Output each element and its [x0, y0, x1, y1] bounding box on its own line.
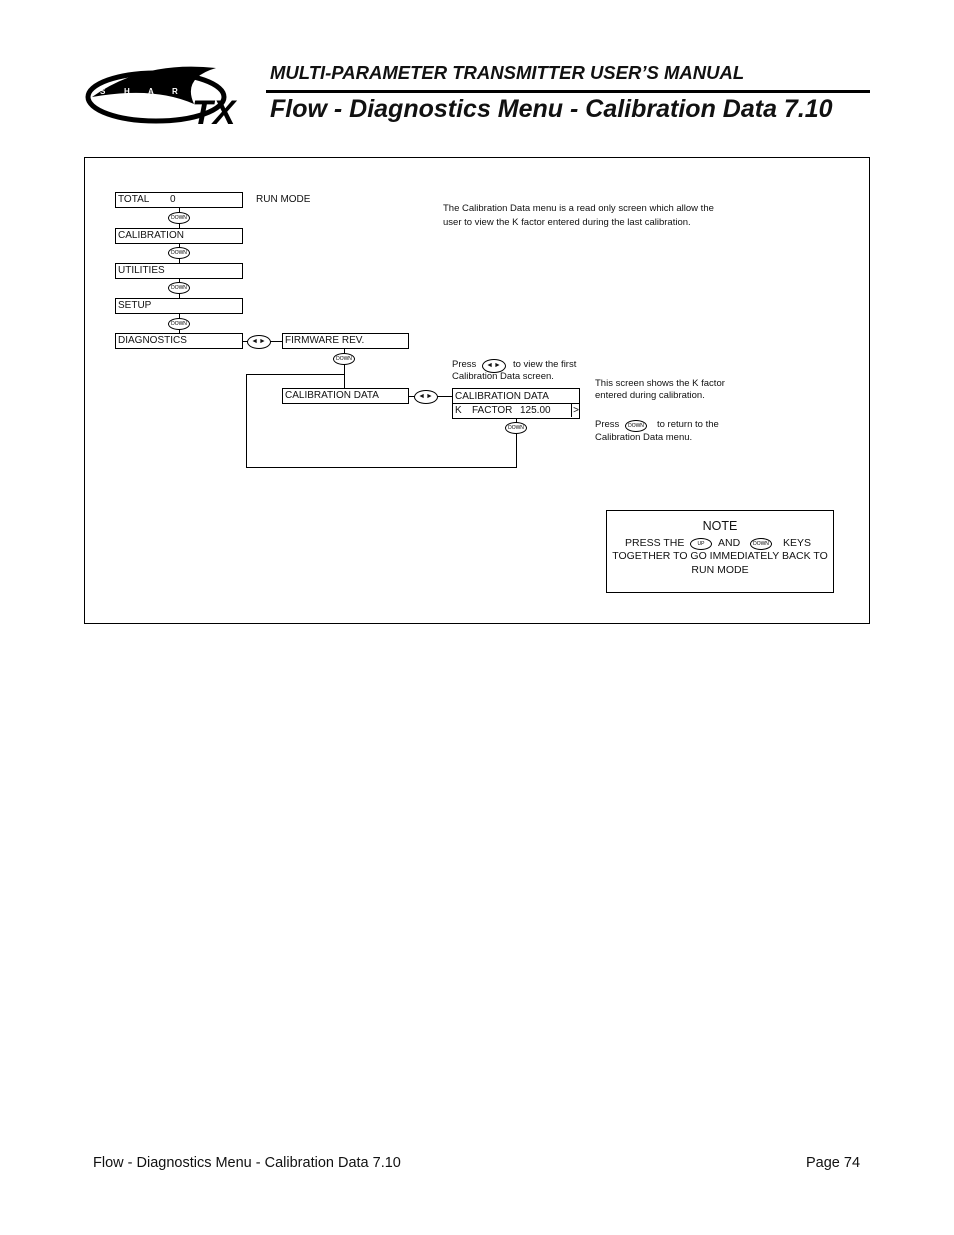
- loop-line-bottom: [246, 467, 517, 468]
- header-rule: [266, 90, 870, 93]
- note-line-1: [607, 537, 833, 551]
- press-arrows-note-line2: Calibration Data screen.: [452, 371, 554, 382]
- note-title: NOTE: [702, 519, 738, 533]
- down-key-icon: DOWN: [168, 282, 190, 294]
- down-key-icon: DOWN: [625, 420, 647, 432]
- loop-line-top: [246, 374, 345, 375]
- menu-box-calibration-data: CALIBRATION DATA: [282, 388, 409, 404]
- up-key-icon: UP: [690, 538, 712, 550]
- down-key-icon: DOWN: [168, 247, 190, 259]
- logo-tx-text: TX: [192, 94, 236, 126]
- arrow-glyph: ◄►: [486, 362, 502, 369]
- loop-line-left: [246, 374, 247, 468]
- left-right-arrow-key-icon: [414, 390, 438, 404]
- return-note-line2: Calibration Data menu.: [595, 432, 693, 443]
- note-keys: KEYS: [783, 537, 812, 549]
- down-key-icon: DOWN: [750, 538, 772, 550]
- run-mode-label: RUN MODE: [256, 194, 311, 205]
- arrow-glyph: ◄►: [251, 338, 267, 345]
- note-line-2: TOGETHER TO GO IMMEDIATELY BACK TO: [612, 550, 828, 562]
- screen-factor-value: 125.00: [520, 405, 551, 416]
- note-line-3: RUN MODE: [691, 564, 749, 576]
- logo-letter: R: [172, 87, 178, 96]
- page-title: Flow - Diagnostics Menu - Calibration Data 7.10: [270, 95, 833, 123]
- menu-box-firmware-rev: FIRMWARE REV.: [282, 333, 409, 349]
- menu-box-diagnostics: DIAGNOSTICS: [115, 333, 243, 349]
- menu-box-setup: SETUP: [115, 298, 243, 314]
- logo-letter: H: [124, 87, 130, 96]
- description-line: The Calibration Data menu is a read only screen which allow the: [443, 203, 714, 214]
- logo-letter: S: [100, 87, 106, 96]
- logo-letter: K: [194, 87, 200, 96]
- screen-note-line: entered during calibration.: [595, 390, 705, 401]
- screen-k-label: K: [455, 405, 462, 416]
- screen-factor-label: FACTOR: [472, 405, 513, 416]
- left-right-arrow-key-icon: [247, 335, 271, 349]
- menu-box-utilities: UTILITIES: [115, 263, 243, 279]
- total-label: TOTAL: [118, 194, 150, 205]
- return-note-rest: to return to the: [657, 419, 719, 430]
- footer-page-number: Page 74: [806, 1155, 861, 1171]
- note-box: [606, 510, 834, 593]
- screen-note-line: This screen shows the K factor: [595, 378, 725, 389]
- note-and: AND: [718, 537, 741, 549]
- note-press-the: PRESS THE: [625, 537, 685, 549]
- arrow-glyph: ◄►: [418, 393, 434, 400]
- description-line: user to view the K factor entered during the last calibration.: [443, 217, 691, 228]
- calibration-data-screen: [452, 388, 580, 419]
- screen-scroll-marker: >: [571, 404, 580, 417]
- manual-title: MULTI-PARAMETER TRANSMITTER USER’S MANUAL: [270, 62, 745, 83]
- down-key-icon: DOWN: [168, 318, 190, 330]
- down-key-icon: DOWN: [333, 353, 355, 365]
- down-key-icon: DOWN: [168, 212, 190, 224]
- footer-section-title: Flow - Diagnostics Menu - Calibration Data 7.10: [93, 1155, 401, 1171]
- logo-letter: A: [148, 87, 154, 96]
- press-arrows-note-rest: to view the first: [513, 359, 577, 370]
- shark-tx-logo: [84, 64, 264, 126]
- return-note-press: Press: [595, 419, 620, 430]
- total-value: 0: [170, 194, 176, 205]
- press-arrows-note-press: Press: [452, 359, 477, 370]
- menu-box-total: [115, 192, 243, 208]
- down-key-icon: DOWN: [505, 422, 527, 434]
- screen-title: CALIBRATION DATA: [455, 391, 549, 402]
- menu-box-calibration: CALIBRATION: [115, 228, 243, 244]
